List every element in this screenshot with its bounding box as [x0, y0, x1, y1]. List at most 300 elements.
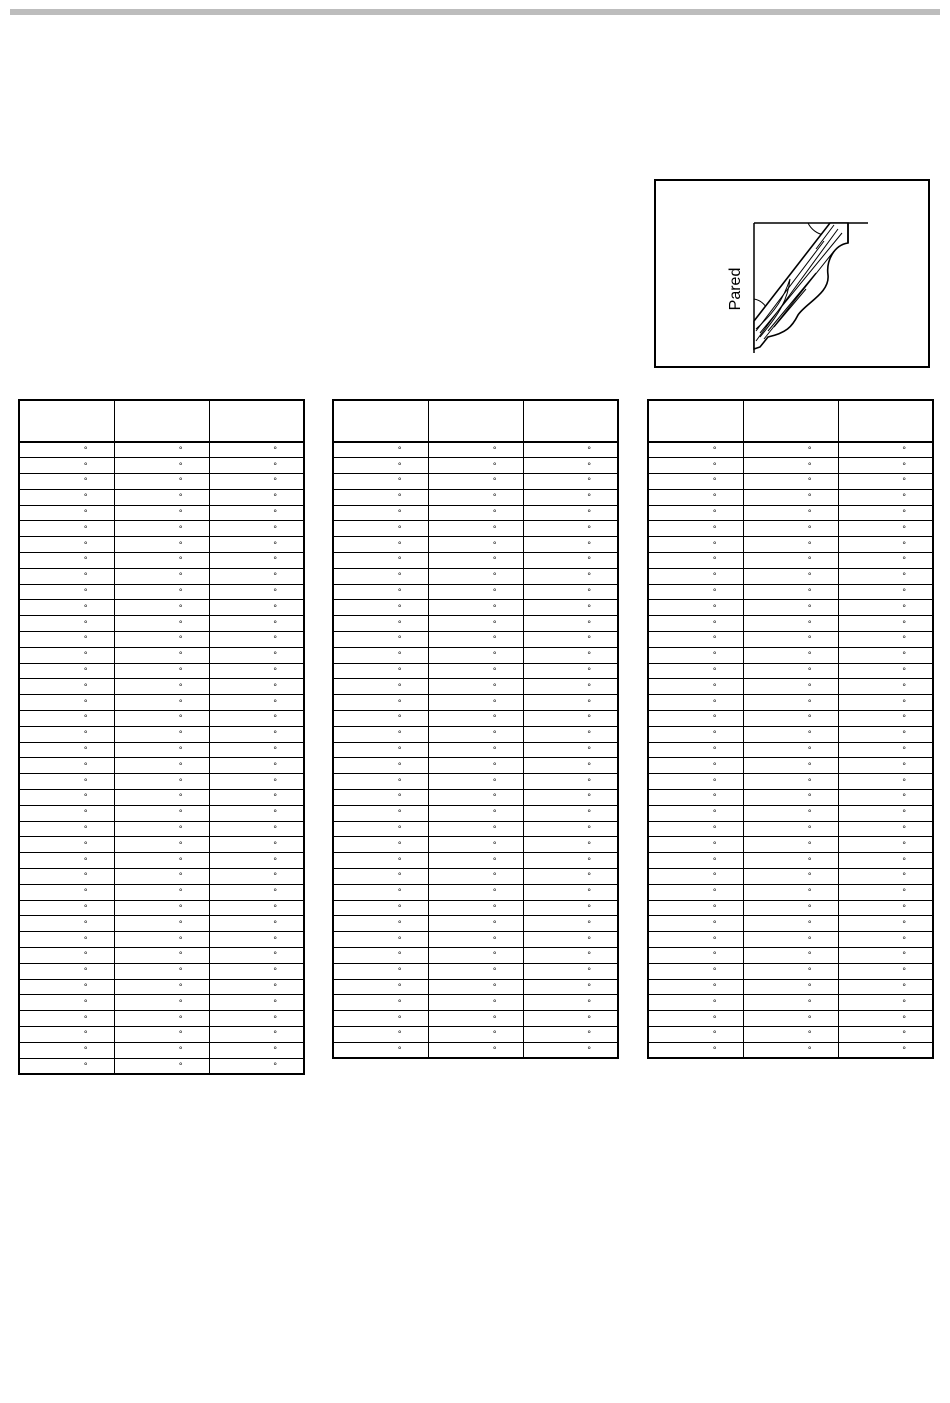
table-row [333, 537, 618, 553]
table-row [333, 916, 618, 932]
table-cell: ° [838, 916, 933, 932]
table-cell: ° [743, 521, 838, 537]
table-row [333, 805, 618, 821]
table-cell: ° [743, 474, 838, 490]
table-cell: ° [743, 963, 838, 979]
table-cell: ° [743, 537, 838, 553]
table-cell: ° [209, 616, 304, 632]
table-cell: ° [523, 790, 618, 806]
table-cell: ° [523, 553, 618, 569]
table-cell: ° [333, 742, 428, 758]
table-row [648, 805, 933, 821]
table-cell: ° [19, 679, 114, 695]
table-cell: ° [743, 616, 838, 632]
table-row [333, 790, 618, 806]
table-cell: ° [209, 537, 304, 553]
table-row [648, 679, 933, 695]
table-cell: ° [428, 521, 523, 537]
table-cell: ° [523, 537, 618, 553]
table-cell: ° [428, 711, 523, 727]
table-row [333, 568, 618, 584]
table-cell: ° [523, 1026, 618, 1042]
table-row [648, 489, 933, 505]
table-cell: ° [838, 647, 933, 663]
table-cell: ° [114, 1058, 209, 1074]
table-cell: ° [209, 1042, 304, 1058]
table-header-row [648, 400, 933, 442]
table-cell: ° [838, 869, 933, 885]
table-row [333, 647, 618, 663]
table-cell: ° [333, 647, 428, 663]
table-body [333, 442, 618, 1058]
table-cell: ° [19, 489, 114, 505]
table-cell: ° [114, 774, 209, 790]
table-row [333, 853, 618, 869]
table-cell: ° [648, 916, 743, 932]
table-cell: ° [114, 1026, 209, 1042]
table-row [19, 679, 304, 695]
table-row [19, 1011, 304, 1027]
column-header [648, 400, 743, 442]
table-cell: ° [209, 963, 304, 979]
table-cell: ° [648, 711, 743, 727]
table-cell: ° [333, 584, 428, 600]
table-cell: ° [743, 632, 838, 648]
table-cell: ° [648, 726, 743, 742]
table-cell: ° [523, 647, 618, 663]
table-cell: ° [648, 948, 743, 964]
table-cell: ° [743, 837, 838, 853]
table-cell: ° [333, 837, 428, 853]
table-cell: ° [648, 995, 743, 1011]
table-cell: ° [19, 521, 114, 537]
table-cell: ° [743, 442, 838, 458]
table-cell: ° [743, 600, 838, 616]
table-cell: ° [114, 584, 209, 600]
table-row [333, 458, 618, 474]
table-row [19, 837, 304, 853]
table-cell: ° [209, 900, 304, 916]
table-row [648, 1042, 933, 1058]
table-cell: ° [428, 553, 523, 569]
table-cell: ° [19, 726, 114, 742]
table-row [333, 900, 618, 916]
table-row [648, 663, 933, 679]
table-cell: ° [428, 679, 523, 695]
table-cell: ° [209, 568, 304, 584]
table-row [648, 568, 933, 584]
table-cell: ° [114, 900, 209, 916]
table-cell: ° [428, 916, 523, 932]
table-cell: ° [523, 679, 618, 695]
table-cell: ° [648, 837, 743, 853]
table-row [648, 963, 933, 979]
table-row [648, 695, 933, 711]
table-cell: ° [19, 932, 114, 948]
table-cell: ° [19, 474, 114, 490]
table-cell: ° [333, 489, 428, 505]
table-cell: ° [209, 774, 304, 790]
crown-molding-icon [656, 181, 928, 366]
table-cell: ° [209, 663, 304, 679]
table-cell: ° [19, 537, 114, 553]
table-row [19, 442, 304, 458]
table-cell: ° [743, 584, 838, 600]
table-cell: ° [743, 774, 838, 790]
table-cell: ° [743, 695, 838, 711]
table-cell: ° [19, 963, 114, 979]
table-row [333, 474, 618, 490]
table-row [648, 521, 933, 537]
table-cell: ° [838, 442, 933, 458]
table-row [648, 869, 933, 885]
table-row [648, 742, 933, 758]
table-row [19, 758, 304, 774]
table-cell: ° [523, 963, 618, 979]
table-row [333, 663, 618, 679]
table-row [19, 537, 304, 553]
table-cell: ° [209, 932, 304, 948]
table-cell: ° [648, 553, 743, 569]
table-cell: ° [209, 742, 304, 758]
table-cell: ° [333, 663, 428, 679]
table-cell: ° [523, 837, 618, 853]
table-cell: ° [428, 900, 523, 916]
table-row [19, 963, 304, 979]
table-cell: ° [333, 821, 428, 837]
table-row [19, 505, 304, 521]
table-cell: ° [838, 584, 933, 600]
table-cell: ° [333, 553, 428, 569]
table-cell: ° [743, 742, 838, 758]
table-cell: ° [333, 774, 428, 790]
table-cell: ° [743, 932, 838, 948]
table-cell: ° [19, 505, 114, 521]
table-cell: ° [19, 442, 114, 458]
table-cell: ° [333, 916, 428, 932]
table-cell: ° [648, 790, 743, 806]
table-row [19, 1026, 304, 1042]
table-cell: ° [19, 774, 114, 790]
table-cell: ° [19, 616, 114, 632]
table-cell: ° [838, 711, 933, 727]
table-cell: ° [114, 979, 209, 995]
table-cell: ° [838, 616, 933, 632]
table-row [19, 647, 304, 663]
table-cell: ° [428, 584, 523, 600]
table-row [333, 774, 618, 790]
table-cell: ° [523, 821, 618, 837]
table-cell: ° [428, 805, 523, 821]
table-cell: ° [648, 1026, 743, 1042]
table-row [333, 695, 618, 711]
table-cell: ° [838, 695, 933, 711]
table-cell: ° [333, 900, 428, 916]
table-row [19, 742, 304, 758]
table-cell: ° [648, 663, 743, 679]
table-cell: ° [428, 695, 523, 711]
table-row [648, 458, 933, 474]
table-cell: ° [19, 979, 114, 995]
table-cell: ° [523, 474, 618, 490]
table-row [648, 1026, 933, 1042]
table-cell: ° [648, 616, 743, 632]
table-cell: ° [428, 742, 523, 758]
table-cell: ° [648, 679, 743, 695]
table-cell: ° [743, 900, 838, 916]
table-cell: ° [838, 600, 933, 616]
column-header [333, 400, 428, 442]
table-row [19, 474, 304, 490]
table-row [333, 442, 618, 458]
table-cell: ° [333, 679, 428, 695]
table-cell: ° [838, 805, 933, 821]
table-cell: ° [114, 616, 209, 632]
table-row [648, 616, 933, 632]
table-row [19, 884, 304, 900]
table-cell: ° [838, 790, 933, 806]
table-cell: ° [523, 916, 618, 932]
table-cell: ° [743, 679, 838, 695]
table-cell: ° [333, 884, 428, 900]
table-cell: ° [648, 758, 743, 774]
table-cell: ° [838, 979, 933, 995]
table-row [648, 900, 933, 916]
table-cell: ° [19, 853, 114, 869]
table-cell: ° [743, 884, 838, 900]
table-cell: ° [114, 458, 209, 474]
table-cell: ° [114, 742, 209, 758]
table-cell: ° [838, 1011, 933, 1027]
table-cell: ° [19, 553, 114, 569]
table-cell: ° [114, 505, 209, 521]
table-cell: ° [209, 979, 304, 995]
table-cell: ° [523, 932, 618, 948]
table-cell: ° [333, 726, 428, 742]
table-cell: ° [19, 568, 114, 584]
table-cell: ° [209, 821, 304, 837]
table-cell: ° [428, 489, 523, 505]
table-cell: ° [428, 948, 523, 964]
table-cell: ° [209, 632, 304, 648]
table-cell: ° [19, 742, 114, 758]
table-cell: ° [209, 1026, 304, 1042]
table-cell: ° [523, 948, 618, 964]
table-cell: ° [428, 600, 523, 616]
table-cell: ° [648, 537, 743, 553]
table-row [648, 837, 933, 853]
table-row [333, 979, 618, 995]
table-cell: ° [648, 568, 743, 584]
table-cell: ° [523, 632, 618, 648]
table-cell: ° [209, 505, 304, 521]
table-cell: ° [209, 489, 304, 505]
table-row [648, 647, 933, 663]
table-cell: ° [428, 537, 523, 553]
table-cell: ° [114, 916, 209, 932]
table-cell: ° [333, 869, 428, 885]
table-cell: ° [648, 1042, 743, 1058]
table-cell: ° [838, 458, 933, 474]
table-cell: ° [523, 979, 618, 995]
table-cell: ° [114, 963, 209, 979]
table-cell: ° [523, 1011, 618, 1027]
table-row [19, 916, 304, 932]
table-cell: ° [114, 1042, 209, 1058]
table-row [333, 948, 618, 964]
table-cell: ° [838, 948, 933, 964]
table-cell: ° [838, 663, 933, 679]
table-cell: ° [333, 711, 428, 727]
table-row [19, 489, 304, 505]
table-cell: ° [114, 695, 209, 711]
table-cell: ° [648, 979, 743, 995]
table-cell: ° [209, 837, 304, 853]
table-cell: ° [209, 948, 304, 964]
table-cell: ° [428, 1011, 523, 1027]
table-row [19, 458, 304, 474]
table-cell: ° [428, 663, 523, 679]
table-row [333, 932, 618, 948]
table-cell: ° [428, 474, 523, 490]
table-row [19, 1042, 304, 1058]
table-row [19, 568, 304, 584]
table-cell: ° [19, 711, 114, 727]
table-cell: ° [333, 853, 428, 869]
table-cell: ° [743, 1026, 838, 1042]
table-cell: ° [523, 884, 618, 900]
table-cell: ° [523, 1042, 618, 1058]
table-row [648, 537, 933, 553]
table-cell: ° [19, 916, 114, 932]
table-cell: ° [648, 474, 743, 490]
table-cell: ° [209, 442, 304, 458]
table-row [19, 932, 304, 948]
table-cell: ° [428, 869, 523, 885]
table-cell: ° [19, 458, 114, 474]
table-row [19, 584, 304, 600]
table-cell: ° [523, 600, 618, 616]
table-cell: ° [114, 758, 209, 774]
table-cell: ° [114, 489, 209, 505]
table-cell: ° [114, 663, 209, 679]
table-cell: ° [428, 1042, 523, 1058]
table-row [19, 805, 304, 821]
table-row [19, 948, 304, 964]
table-cell: ° [648, 521, 743, 537]
table-cell: ° [648, 742, 743, 758]
table-row [333, 489, 618, 505]
table-cell: ° [523, 853, 618, 869]
table-row [19, 695, 304, 711]
table-row [333, 521, 618, 537]
table-cell: ° [743, 805, 838, 821]
wall-label: Pared [727, 267, 744, 311]
table-cell: ° [648, 600, 743, 616]
table-cell: ° [428, 647, 523, 663]
table-cell: ° [333, 521, 428, 537]
table-row [648, 553, 933, 569]
table-header-row [333, 400, 618, 442]
table-cell: ° [743, 489, 838, 505]
table-cell: ° [114, 442, 209, 458]
table-row [333, 1042, 618, 1058]
table-cell: ° [19, 600, 114, 616]
table-row [19, 790, 304, 806]
table-cell: ° [428, 442, 523, 458]
table-cell: ° [838, 963, 933, 979]
table-cell: ° [19, 632, 114, 648]
table-cell: ° [648, 853, 743, 869]
table-cell: ° [333, 505, 428, 521]
table-row [333, 837, 618, 853]
table-cell: ° [743, 869, 838, 885]
table-cell: ° [333, 758, 428, 774]
table-row [333, 758, 618, 774]
table-cell: ° [523, 584, 618, 600]
table-cell: ° [523, 521, 618, 537]
table-cell: ° [838, 995, 933, 1011]
column-header [114, 400, 209, 442]
table-row [648, 442, 933, 458]
table-cell: ° [114, 726, 209, 742]
table-cell: ° [333, 1011, 428, 1027]
table-cell: ° [19, 1026, 114, 1042]
table-cell: ° [648, 821, 743, 837]
table-row [19, 632, 304, 648]
table-cell: ° [523, 711, 618, 727]
table-cell: ° [114, 632, 209, 648]
table-row [333, 821, 618, 837]
table-cell: ° [333, 932, 428, 948]
table-cell: ° [743, 726, 838, 742]
table-cell: ° [114, 679, 209, 695]
table-cell: ° [743, 553, 838, 569]
table-cell: ° [838, 489, 933, 505]
table-row [333, 505, 618, 521]
table-row [648, 505, 933, 521]
table-cell: ° [743, 505, 838, 521]
table-cell: ° [838, 900, 933, 916]
angle-table-2 [332, 399, 619, 1059]
table-body [648, 442, 933, 1058]
table-cell: ° [428, 1026, 523, 1042]
table-cell: ° [209, 458, 304, 474]
table-cell: ° [114, 948, 209, 964]
table-row [19, 869, 304, 885]
table-cell: ° [838, 853, 933, 869]
table-cell: ° [114, 995, 209, 1011]
table-cell: ° [209, 869, 304, 885]
column-header [428, 400, 523, 442]
table-cell: ° [209, 884, 304, 900]
table-cell: ° [523, 805, 618, 821]
table-cell: ° [428, 853, 523, 869]
table-cell: ° [428, 884, 523, 900]
table-cell: ° [648, 1011, 743, 1027]
table-row [19, 600, 304, 616]
table-cell: ° [523, 505, 618, 521]
table-cell: ° [209, 584, 304, 600]
table-cell: ° [209, 679, 304, 695]
table-cell: ° [333, 695, 428, 711]
table-cell: ° [648, 805, 743, 821]
table-cell: ° [428, 616, 523, 632]
table-cell: ° [838, 821, 933, 837]
table-cell: ° [743, 458, 838, 474]
table-cell: ° [114, 568, 209, 584]
table-row [648, 821, 933, 837]
